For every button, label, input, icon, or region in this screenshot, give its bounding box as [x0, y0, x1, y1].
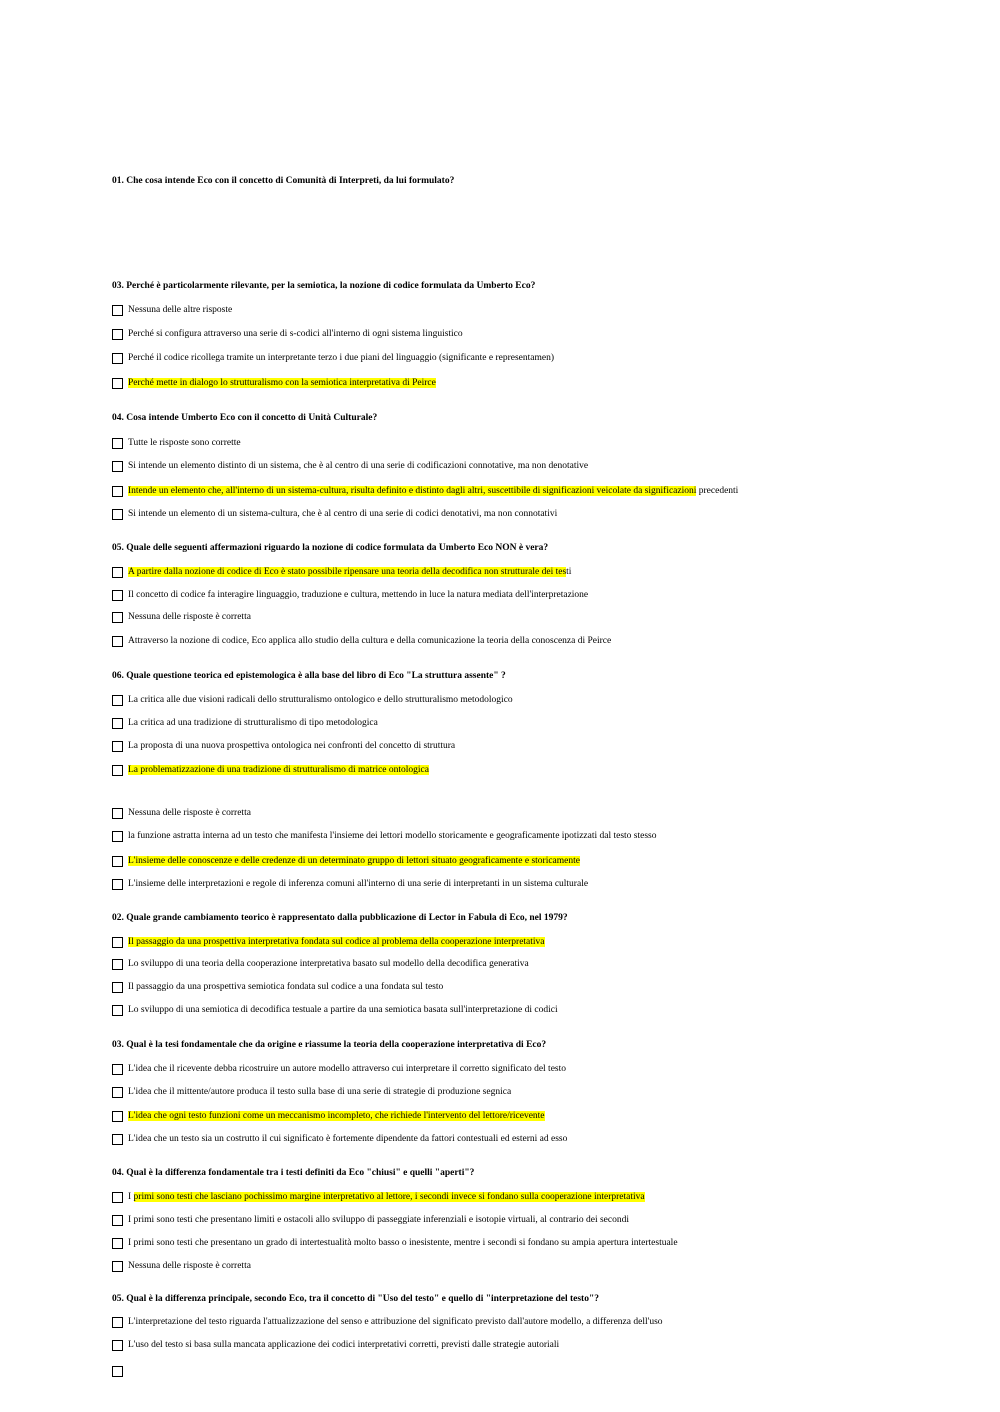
answer-checkbox[interactable]: [112, 1064, 123, 1075]
answer-text: [128, 878, 588, 890]
answer-text-plain: precedenti: [696, 486, 739, 496]
answer-text: [128, 764, 429, 776]
answer-text: [128, 1191, 645, 1203]
answer-checkbox[interactable]: [112, 856, 123, 867]
answer-option[interactable]: [112, 565, 571, 579]
answer-text: [128, 437, 241, 449]
answer-text: [128, 566, 571, 578]
answer-text-plain: Lo sviluppo di una semiotica di decodifica testuale a partire da una semiotica basata sull'interpretazione di codici: [128, 1005, 558, 1015]
answer-option[interactable]: [112, 327, 463, 341]
answer-text-plain: L'idea che il mittente/autore produca il testo sulla base di una serie di strategie di produzione segnica: [128, 1087, 512, 1097]
answer-text-plain: Si intende un elemento distinto di un sistema, che è al centro di una serie di codificazioni connotative, ma non denotative: [128, 461, 589, 471]
answer-option[interactable]: [112, 1338, 559, 1352]
answer-text: [128, 1237, 678, 1249]
answer-option[interactable]: [112, 1132, 567, 1146]
answer-text-plain: I primi sono testi che presentano limiti e ostacoli allo sviluppo di passeggiate inferenziali e isotopie virtuali, al contrario dei secondi: [128, 1215, 629, 1225]
question-text: 05. Qual è la differenza principale, secondo Eco, tra il concetto di "Uso del testo" e quello di "interpretazione del testo"?: [112, 1294, 599, 1304]
answer-text: [128, 589, 588, 601]
answer-text: [128, 958, 529, 970]
answer-option[interactable]: [112, 351, 554, 365]
answer-text-plain: Perché si configura attraverso una serie di s-codici all'interno di ogni sistema linguistico: [128, 329, 463, 339]
answer-checkbox[interactable]: [112, 1005, 123, 1016]
answer-text-plain: Nessuna delle risposte è corretta: [128, 1261, 251, 1271]
answer-option[interactable]: [112, 1364, 128, 1378]
highlighted-answer-text: L'insieme delle conoscenze e delle credenze di un determinato gruppo di lettori situato geograficamente e storicamente: [128, 856, 580, 866]
answer-option[interactable]: [112, 1236, 678, 1250]
answer-option[interactable]: [112, 634, 611, 648]
answer-checkbox[interactable]: [112, 1111, 123, 1122]
answer-text-plain: L'uso del testo si basa sulla mancata applicazione dei codici interpretativi corretti, previsti dalle strategie autoriali: [128, 1340, 560, 1350]
answer-text-plain: L'idea che un testo sia un costrutto il cui significato è fortemente dipendente da fattori contestuali ed esterni ad esso: [128, 1134, 568, 1144]
answer-checkbox[interactable]: [112, 982, 123, 993]
answer-checkbox[interactable]: [112, 879, 123, 890]
question-text: 01. Che cosa intende Eco con il concetto di Comunità di Interpreti, da lui formulato?: [112, 176, 455, 186]
highlighted-answer-text: Perché mette in dialogo lo strutturalismo con la semiotica interpretativa di Peirce: [128, 378, 436, 388]
answer-text-plain: Nessuna delle altre risposte: [128, 305, 233, 315]
answer-text: [128, 936, 545, 948]
answer-option[interactable]: [112, 507, 557, 521]
answer-checkbox[interactable]: [112, 378, 123, 389]
answer-checkbox[interactable]: [112, 461, 123, 472]
answer-text: [128, 460, 588, 472]
answer-text: [128, 740, 455, 752]
answer-text: [128, 377, 436, 389]
answer-text: [128, 485, 738, 497]
answer-text-plain: Il concetto di codice fa interagire linguaggio, traduzione e cultura, mettendo in luce la natura mediata dell'interpretazione: [128, 590, 589, 600]
answer-checkbox[interactable]: [112, 1215, 123, 1226]
answer-checkbox[interactable]: [112, 438, 123, 449]
answer-checkbox[interactable]: [112, 1261, 123, 1272]
highlighted-answer-text: Il passaggio da una prospettiva interpretativa fondata sul codice al problema della cooperazione interpretativa: [128, 937, 545, 947]
question-text: 02. Quale grande cambiamento teorico è rappresentato dalla pubblicazione di Lector in Fabula di Eco, nel 1979?: [112, 913, 568, 923]
answer-text: [128, 981, 443, 993]
answer-text-plain: Nessuna delle risposte è corretta: [128, 808, 251, 818]
answer-text: [128, 807, 251, 819]
answer-text-plain: Lo sviluppo di una teoria della cooperazione interpretativa basato sul modello della decodifica generativa: [128, 959, 529, 969]
answer-checkbox[interactable]: [112, 718, 123, 729]
answer-option[interactable]: [112, 763, 429, 777]
answer-text-plain: L'idea che il ricevente debba ricostruire un autore modello attraverso cui interpretare il corretto significato del testo: [128, 1064, 567, 1074]
answer-text: [128, 855, 580, 867]
answer-checkbox[interactable]: [112, 1134, 123, 1145]
answer-text-plain: I primi sono testi che presentano un grado di intertestualità molto basso o inesistente, mentre i secondi si fondano su ampia apertura intertestuale: [128, 1238, 678, 1248]
answer-checkbox[interactable]: [112, 959, 123, 970]
answer-text: [128, 1214, 629, 1226]
answer-option[interactable]: [112, 484, 738, 498]
question-text: 06. Quale questione teorica ed epistemologica è alla base del libro di Eco "La struttura assente" ?: [112, 671, 506, 681]
answer-text-plain: Perché il codice ricollega tramite un interpretante terzo i due piani del linguaggio (significante e representamen): [128, 353, 555, 363]
answer-text: [128, 694, 513, 706]
answer-option[interactable]: [112, 935, 545, 949]
answer-text: [128, 328, 463, 340]
answer-option[interactable]: [112, 693, 513, 707]
question-text: 04. Cosa intende Umberto Eco con il concetto di Unità Culturale?: [112, 413, 378, 423]
answer-checkbox[interactable]: [112, 741, 123, 752]
answer-checkbox[interactable]: [112, 1366, 123, 1377]
answer-option[interactable]: [112, 1109, 545, 1123]
answer-option[interactable]: [112, 1213, 629, 1227]
highlighted-answer-text: L'idea che ogni testo funzioni come un meccanismo incompleto, che richiede l'intervento del lettore/ricevente: [128, 1111, 545, 1121]
answer-checkbox[interactable]: [112, 509, 123, 520]
answer-checkbox[interactable]: [112, 1317, 123, 1328]
answer-option[interactable]: [112, 459, 588, 473]
answer-text: [128, 1004, 558, 1016]
question-text: 05. Quale delle seguenti affermazioni riguardo la nozione di codice formulata da Umberto Eco NON è vera?: [112, 543, 549, 553]
highlighted-answer-text: A partire dalla nozione di codice di Eco è stato possibile ripensare una teoria della decodifica non strutturale dei tes: [128, 567, 567, 577]
answer-checkbox[interactable]: [112, 353, 123, 364]
answer-option[interactable]: [112, 854, 580, 868]
answer-text: [128, 717, 378, 729]
answer-text-plain: la funzione astratta interna ad un testo che manifesta l'insieme dei lettori modello storicamente e geograficamente ipotizzati dal testo stesso: [128, 831, 657, 841]
answer-checkbox[interactable]: [112, 1192, 123, 1203]
answer-option[interactable]: [112, 303, 232, 317]
highlighted-answer-text: La problematizzazione di una tradizione di strutturalismo di matrice ontologica: [128, 765, 429, 775]
answer-option[interactable]: [112, 716, 378, 730]
answer-option[interactable]: [112, 1085, 511, 1099]
answer-text: [128, 1316, 663, 1328]
answer-option[interactable]: [112, 739, 455, 753]
answer-option[interactable]: [112, 957, 529, 971]
answer-text: [128, 1339, 559, 1351]
answer-checkbox[interactable]: [112, 765, 123, 776]
answer-checkbox[interactable]: [112, 636, 123, 647]
answer-text-plain: Attraverso la nozione di codice, Eco applica allo studio della cultura e della comunicazione la teoria della conoscenza di Peirce: [128, 636, 612, 646]
answer-text-plain: La critica ad una tradizione di strutturalismo di tipo metodologica: [128, 718, 378, 728]
answer-text: [128, 1260, 251, 1272]
answer-text-plain: Tutte le risposte sono corrette: [128, 438, 241, 448]
question-text: 03. Perché è particolarmente rilevante, per la semiotica, la nozione di codice formulata da Umberto Eco?: [112, 281, 536, 291]
answer-checkbox[interactable]: [112, 305, 123, 316]
answer-text-prefix: I: [128, 1192, 134, 1202]
answer-text-plain: Si intende un elemento di un sistema-cultura, che è al centro di una serie di codici denotativi, ma non connotativi: [128, 509, 558, 519]
answer-text-plain: La proposta di una nuova prospettiva ontologica nei confronti del concetto di struttura: [128, 741, 456, 751]
answer-option[interactable]: [112, 806, 251, 820]
highlighted-answer-text: Intende un elemento che, all'interno di un sistema-cultura, risulta definito e distinto dagli altri, suscettibile di significazioni veicolate da significazioni: [128, 486, 697, 496]
question-text: 03. Qual è la tesi fondamentale che da origine e riassume la teoria della cooperazione interpretativa di Eco?: [112, 1040, 547, 1050]
answer-text: [128, 1063, 566, 1075]
answer-text: [128, 352, 554, 364]
answer-text-plain: L'interpretazione del testo riguarda l'attualizzazione del senso e attribuzione del significato previsto dall'autore modello, a differenza dell'uso: [128, 1317, 663, 1327]
answer-text-plain: Nessuna delle risposte è corretta: [128, 612, 251, 622]
answer-option[interactable]: [112, 588, 588, 602]
answer-text: [128, 508, 557, 520]
answer-option[interactable]: [112, 376, 436, 390]
answer-checkbox[interactable]: [112, 1238, 123, 1249]
answer-option[interactable]: [112, 610, 251, 624]
answer-option[interactable]: [112, 1190, 645, 1204]
answer-checkbox[interactable]: [112, 486, 123, 497]
answer-text: [128, 1110, 545, 1122]
answer-checkbox[interactable]: [112, 590, 123, 601]
answer-checkbox[interactable]: [112, 1340, 123, 1351]
answer-option[interactable]: [112, 980, 443, 994]
answer-checkbox[interactable]: [112, 808, 123, 819]
answer-option[interactable]: [112, 436, 241, 450]
answer-option[interactable]: [112, 877, 588, 891]
question-text: 04. Qual è la differenza fondamentale tra i testi definiti da Eco "chiusi" e quelli "aperti"?: [112, 1168, 475, 1178]
answer-option[interactable]: [112, 1062, 566, 1076]
answer-checkbox[interactable]: [112, 831, 123, 842]
answer-text: [128, 830, 657, 842]
answer-checkbox[interactable]: [112, 612, 123, 623]
answer-option[interactable]: [112, 1315, 663, 1329]
answer-checkbox[interactable]: [112, 329, 123, 340]
answer-text: [128, 1086, 511, 1098]
highlighted-answer-text: primi sono testi che lasciano pochissimo margine interpretativo al lettore, i secondi invece si fondano sulla cooperazione interpretativa: [133, 1192, 645, 1202]
answer-option[interactable]: [112, 1003, 558, 1017]
answer-checkbox[interactable]: [112, 937, 123, 948]
answer-text-plain: Il passaggio da una prospettiva semiotica fondata sul codice a una fondata sul testo: [128, 982, 444, 992]
answer-checkbox[interactable]: [112, 695, 123, 706]
answer-text-plain: L'insieme delle interpretazioni e regole di inferenza comuni all'interno di una serie di interpretanti in un sistema culturale: [128, 879, 589, 889]
answer-text-plain: ti: [566, 567, 572, 577]
answer-text: [128, 1133, 567, 1145]
answer-option[interactable]: [112, 829, 657, 843]
answer-option[interactable]: [112, 1259, 251, 1273]
answer-text-plain: La critica alle due visioni radicali dello strutturalismo ontologico e dello strutturalismo metodologico: [128, 695, 513, 705]
answer-checkbox[interactable]: [112, 1087, 123, 1098]
answer-text: [128, 611, 251, 623]
answer-text: [128, 304, 232, 316]
answer-text: [128, 635, 611, 647]
answer-checkbox[interactable]: [112, 567, 123, 578]
